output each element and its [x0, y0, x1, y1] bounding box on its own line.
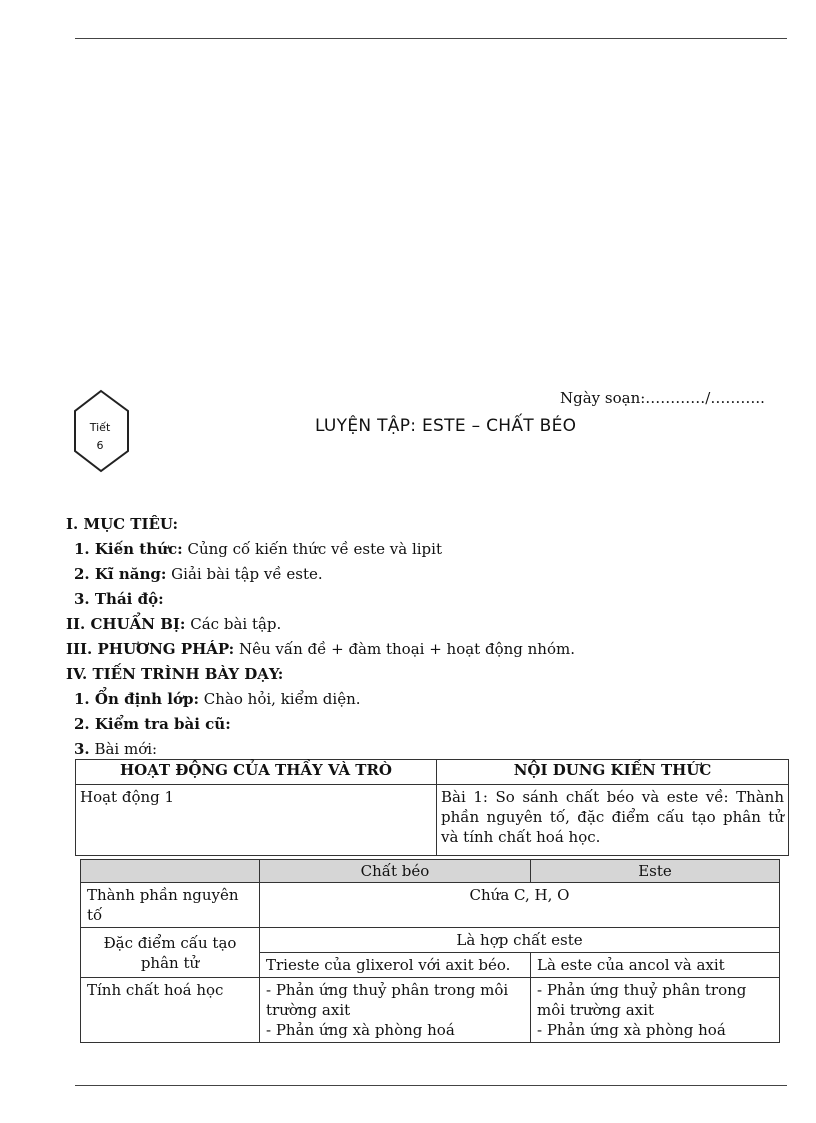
lesson-value: 6: [96, 439, 104, 452]
objective-attitude: 3. Thái độ:: [74, 590, 164, 608]
structure-fat: Trieste của glixerol với axit béo.: [260, 953, 531, 978]
preparation-date: Ngày soạn:…………/………..: [560, 389, 765, 407]
chemistry-fat-saponification: - Phản ứng xà phòng hoá: [266, 1021, 455, 1039]
activity-table: [75, 759, 789, 856]
objective-skills: 2. Kĩ năng: Giải bài tập về este.: [74, 565, 323, 583]
table-header-row: [76, 760, 789, 785]
top-rule: [75, 38, 787, 39]
lesson-badge: [73, 389, 133, 473]
table-row: [81, 883, 780, 928]
row-label-composition: Thành phần nguyên tố: [81, 883, 260, 928]
row-label-structure: Đặc điểm cấu tạo phân tử: [81, 928, 260, 978]
header-fat: Chất béo: [260, 860, 531, 883]
comparison-table: [80, 859, 780, 1043]
lesson-outline: [66, 512, 766, 762]
lesson-label: Tiết: [89, 421, 111, 434]
procedure-new-lesson: 3. Bài mới:: [74, 740, 158, 758]
structure-shared: Là hợp chất este: [260, 928, 780, 953]
comparison-header-row: [81, 860, 780, 883]
activity-cell: Hoạt động 1: [76, 785, 437, 856]
header-content: NỘI DUNG KIẾN THỨC: [437, 760, 789, 785]
section-procedure: IV. TIẾN TRÌNH BÀY DẠY:: [66, 665, 284, 683]
header-activity: HOẠT ĐỘNG CỦA THẦY VÀ TRÒ: [76, 760, 437, 785]
header-empty: [81, 860, 260, 883]
section-method: III. PHƯƠNG PHÁP: Nêu vấn đề + đàm thoại + hoạt động nhóm.: [66, 640, 575, 658]
procedure-review: 2. Kiểm tra bài cũ:: [74, 715, 231, 733]
lesson-number: [73, 419, 127, 455]
chemistry-fat: [260, 978, 531, 1043]
table-row: [81, 978, 780, 1043]
chemistry-ester-hydrolysis: - Phản ứng thuỷ phân trong môi trường axit: [537, 981, 747, 1019]
page-title: LUYỆN TẬP: ESTE – CHẤT BÉO: [315, 416, 577, 436]
section-objectives: I. MỤC TIÊU:: [66, 515, 179, 533]
content-cell: Bài 1: So sánh chất béo và este về: Thành phần nguyên tố, đặc điểm cấu tạo phân tử và tính chất hoá học.: [437, 785, 789, 856]
section-preparation: II. CHUẨN BỊ: Các bài tập.: [66, 615, 282, 633]
procedure-class-order: 1. Ổn định lớp: Chào hỏi, kiểm diện.: [74, 690, 361, 708]
header-ester: Este: [531, 860, 780, 883]
objective-knowledge: 1. Kiến thức: Củng cố kiến thức về este và lipit: [74, 540, 442, 558]
table-row: [81, 928, 780, 953]
table-row: [76, 785, 789, 856]
chemistry-ester-saponification: - Phản ứng xà phòng hoá: [537, 1021, 726, 1039]
structure-ester: Là este của ancol và axit: [531, 953, 780, 978]
row-label-chemistry: Tính chất hoá học: [81, 978, 260, 1043]
bottom-rule: [75, 1085, 787, 1086]
chemistry-fat-hydrolysis: - Phản ứng thuỷ phân trong môi trường axit: [266, 981, 509, 1019]
composition-value: Chứa C, H, O: [260, 883, 780, 928]
chemistry-ester: [531, 978, 780, 1043]
